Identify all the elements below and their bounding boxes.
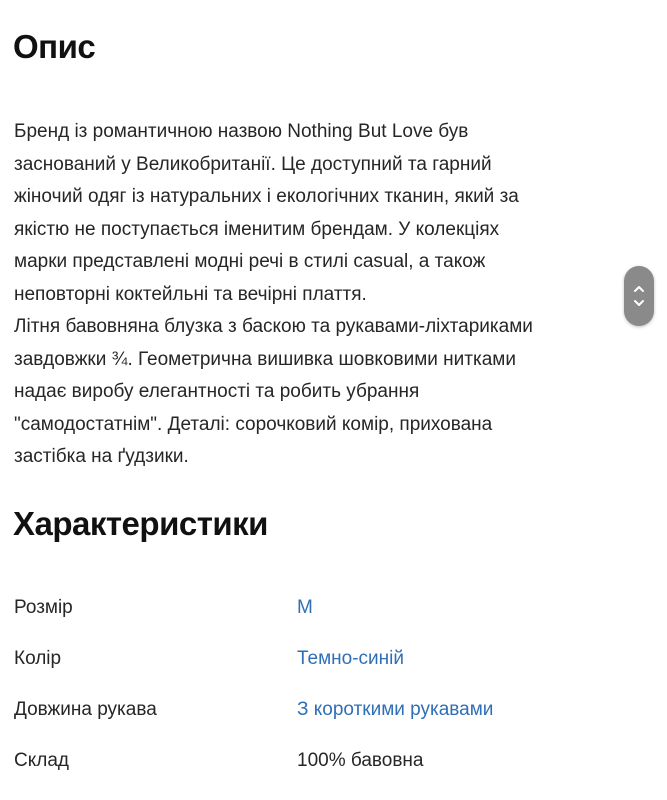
- description-line: заснований у Великобританії. Це доступний та гарний: [14, 153, 492, 175]
- spec-row-sleeve-length: [14, 688, 634, 739]
- spec-value-link[interactable]: Темно-синій: [297, 648, 404, 669]
- description-line: неповторні коктейльні та вечірні плаття.: [14, 283, 367, 305]
- description-heading: Опис: [13, 28, 96, 65]
- description-line: якістю не поступається іменитим брендам. У колекціях: [14, 218, 500, 240]
- description-text: [14, 116, 654, 474]
- spec-row-color: [14, 637, 634, 688]
- spec-label: Склад: [14, 750, 69, 771]
- specs-heading: Характеристики: [13, 505, 268, 542]
- description-line: "самодостатнім". Деталі: сорочковий комір, прихована: [14, 413, 493, 435]
- scroll-navigation-widget[interactable]: [624, 266, 654, 326]
- spec-value-link[interactable]: M: [297, 597, 313, 618]
- description-line: марки представлені модні речі в стилі casual, а також: [14, 251, 486, 272]
- description-line: жіночий одяг із натуральних і екологічних тканин, який за: [14, 186, 519, 207]
- spec-label: Довжина рукава: [14, 699, 157, 720]
- spec-value-link[interactable]: З короткими рукавами: [297, 699, 494, 720]
- description-line: Бренд із романтичною назвою Nothing But Love був: [14, 121, 469, 142]
- spec-row-size: [14, 586, 634, 637]
- description-line: Літня бавовняна блузка з баскою та рукавами-ліхтариками: [14, 316, 533, 337]
- spec-label: Колір: [14, 648, 62, 669]
- specs-table: [14, 586, 634, 790]
- spec-label: Розмір: [14, 597, 73, 618]
- description-line: завдовжки ¾. Геометрична вишивка шовковими нитками: [14, 348, 516, 370]
- spec-row-composition: [14, 739, 634, 790]
- spec-value: 100% бавовна: [297, 750, 424, 771]
- description-line: надає виробу елегантності та робить убрання: [14, 381, 420, 402]
- chevron-up-icon[interactable]: [632, 282, 646, 296]
- description-line: застібка на ґудзики.: [14, 446, 189, 467]
- chevron-down-icon[interactable]: [632, 296, 646, 310]
